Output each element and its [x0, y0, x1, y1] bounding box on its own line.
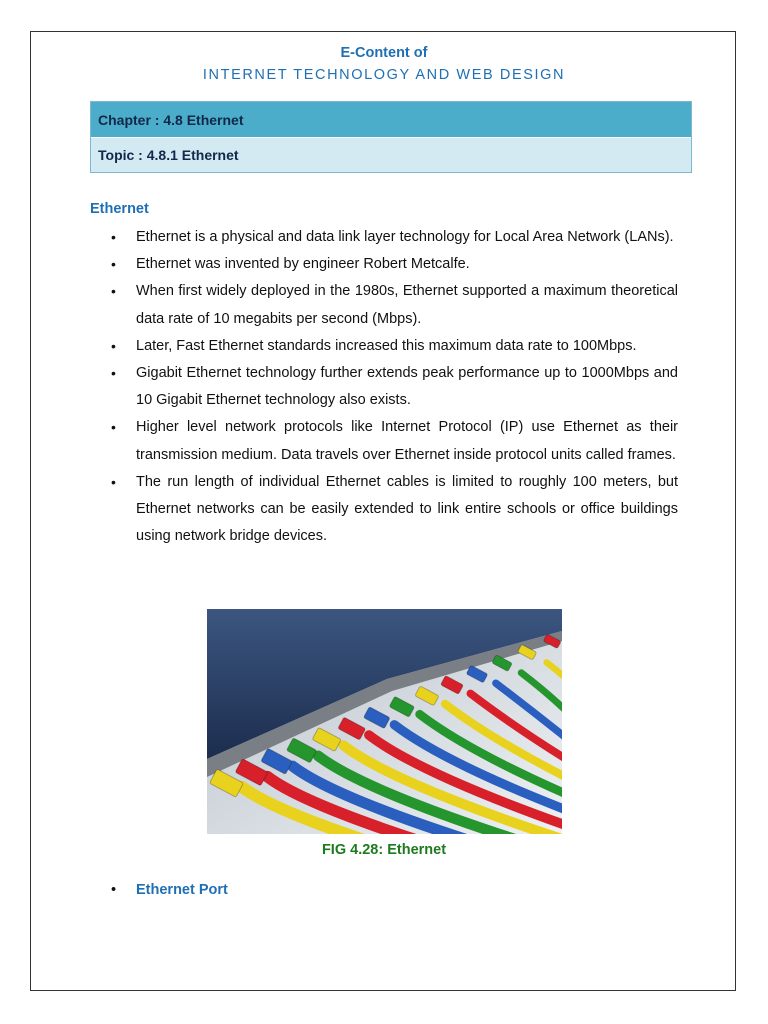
list-item	[90, 469, 678, 551]
list-item	[90, 224, 678, 251]
bullet-icon: •	[111, 229, 116, 245]
list-item	[90, 251, 678, 278]
bullet-icon: •	[111, 473, 116, 490]
ethernet-cables-photo	[207, 609, 562, 834]
bullet-text: Ethernet was invented by engineer Robert Metcalfe.	[136, 256, 470, 273]
section-heading: Ethernet	[90, 201, 149, 217]
figure-caption: FIG 4.28: Ethernet	[321, 842, 447, 858]
bullet-icon: •	[111, 256, 116, 273]
bullet-text: Higher level network protocols like Internet Protocol (IP) use Ethernet as their transmission medium. Data travels over Ethernet inside protocol units called frames.	[136, 419, 678, 463]
bullet-text: Ethernet is a physical and data link layer technology for Local Area Network (LANs).	[136, 229, 674, 245]
list-item	[90, 360, 678, 414]
bullet-icon: •	[111, 882, 117, 898]
bullet-icon: •	[111, 283, 116, 300]
bullet-text: Later, Fast Ethernet standards increased this maximum data rate to 100Mbps.	[136, 337, 637, 354]
list-item	[90, 414, 678, 468]
list-item	[90, 278, 678, 332]
chapter-topic-box	[90, 101, 692, 173]
bullet-text: When first widely deployed in the 1980s, Ethernet supported a maximum theoretical data rate of 10 megabits per second (Mbps).	[136, 283, 678, 327]
bullet-list	[90, 224, 678, 550]
topic-row	[91, 138, 691, 172]
econtent-label: E-Content of	[340, 45, 428, 61]
chapter-row	[91, 102, 691, 138]
ethernet-photo-illustration	[207, 609, 562, 834]
bullet-text: The run length of individual Ethernet cables is limited to roughly 100 meters, but Ethernet networks can be easily extended to link entire schools or office buildings using network bridge devices.	[136, 473, 678, 545]
bullet-text: Gigabit Ethernet technology further extends peak performance up to 1000Mbps and 10 Gigabit Ethernet technology also exists.	[136, 365, 678, 409]
list-item	[90, 333, 678, 360]
bullet-icon: •	[111, 419, 116, 436]
chapter-label: Chapter : 4.8 Ethernet	[98, 111, 244, 128]
bullet-icon: •	[111, 365, 116, 382]
bullet-icon: •	[111, 337, 116, 354]
course-title: INTERNET TECHNOLOGY AND WEB DESIGN	[202, 67, 566, 83]
ethernet-port-heading: Ethernet Port	[136, 882, 228, 898]
topic-label: Topic : 4.8.1 Ethernet	[98, 147, 239, 163]
